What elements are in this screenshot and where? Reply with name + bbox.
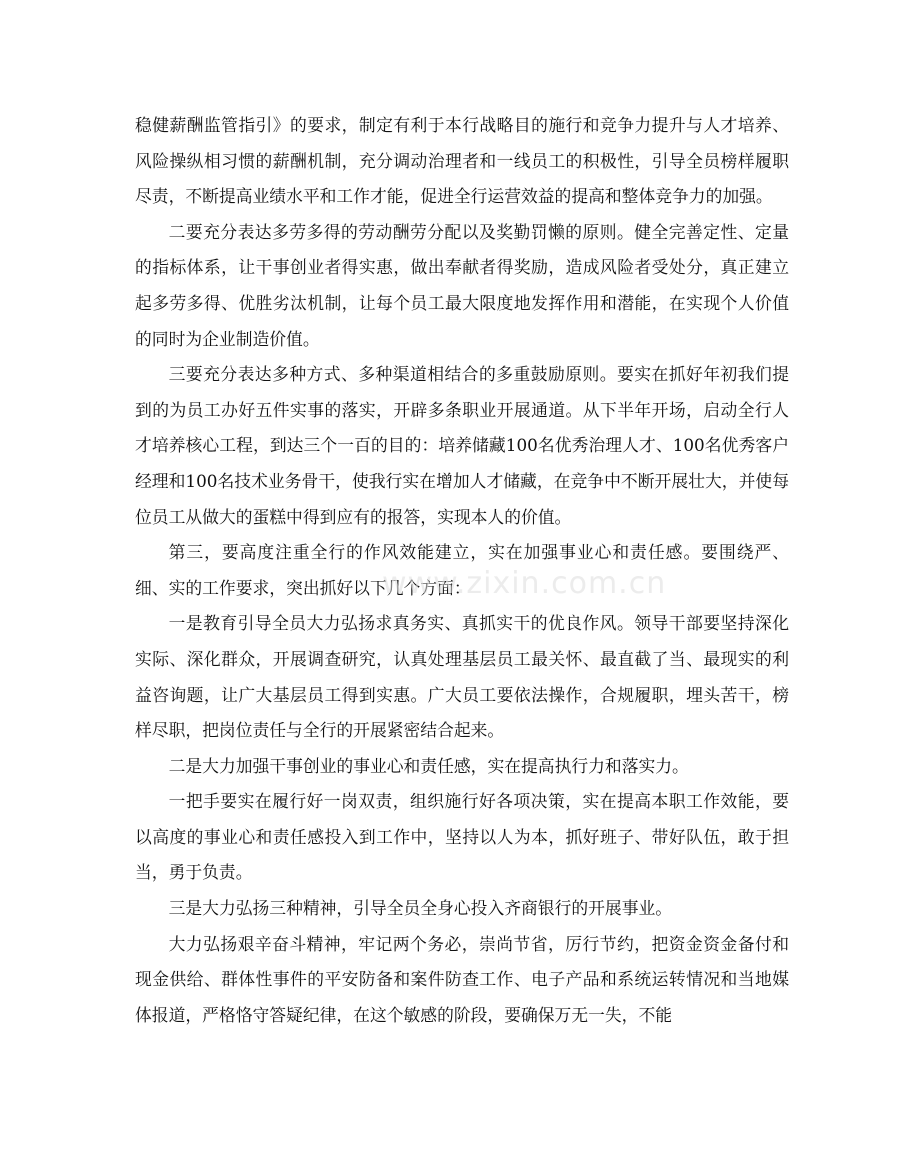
paragraph-6: 二是大力加强干事创业的事业心和责任感，实在提高执行力和落实力。 [168, 755, 689, 776]
watermark: www.zixin.com.cn [382, 566, 667, 601]
paragraph-5: 一是教育引导全员大力弘扬求真务实、真抓实干的优良作风。领导干部要坚持深化实际、深化群众，开展调查研究，认真处理基层员工最关怀、最直截了当、最现实的利益咨询题，让广大基层员工得到实惠。广大员工要依法操作，合规履职，埋头苦干，榜样尽职，把岗位责任与全行的开展紧密结合起来。 [135, 613, 789, 741]
paragraph-9: 大力弘扬艰辛奋斗精神，牢记两个务必，崇尚节省，厉行节约，把资金资金备付和现金供给、群体性事件的平安防备和案件防查工作、电子产品和系统运转情况和当地媒体报道，严格恪守答疑纪律，在这个敏感的阶段，要确保万无一失，不能 [135, 933, 789, 1025]
paragraph-8: 三是大力弘扬三种精神，引导全员全身心投入齐商银行的开展事业。 [168, 898, 673, 919]
paragraph-3: 三要充分表达多种方式、多种渠道相结合的多重鼓励原则。要实在抓好年初我们提到的为员工办好五件实事的落实，开辟多条职业开展通道。从下半年开场，启动全行人才培养核心工程，到达三个一百的目的：培养储藏100名优秀治理人才、100名优秀客户经理和100名技术业务骨干，使我行实在增加人才储藏，在竞争中不断开展壮大，并使每位员工从做大的蛋糕中得到应有的报答，实现本人的价值。 [135, 364, 789, 527]
paragraph-7: 一把手要实在履行好一岗双责，组织施行好各项决策，实在提高本职工作效能，要以高度的事业心和责任感投入到工作中，坚持以人为本，抓好班子、带好队伍，敢于担当，勇于负责。 [135, 791, 789, 883]
paragraph-2: 二要充分表达多劳多得的劳动酬劳分配以及奖勤罚懒的原则。健全完善定性、定量的指标体系，让干事创业者得实惠，做出奉献者得奖励，造成风险者受处分，真正建立起多劳多得、优胜劣汰机制，让每个员工最大限度地发挥作用和潜能，在实现个人价值的同时为企业制造价值。 [135, 221, 789, 349]
paragraph-4: 第三，要高度注重全行的作风效能建立，实在加强事业心和责任感。要围绕严、细、实的工作要求，突出抓好以下几个方面： [135, 542, 789, 598]
paragraph-1: 稳健薪酬监管指引》的要求，制定有利于本行战略目的施行和竞争力提升与人才培养、风险操纵相习惯的薪酬机制，充分调动治理者和一线员工的积极性，引导全员榜样履职尽责，不断提高业绩水平和工作才能，促进全行运营效益的提高和整体竞争力的加强。 [135, 115, 789, 207]
document-body [135, 108, 789, 1033]
